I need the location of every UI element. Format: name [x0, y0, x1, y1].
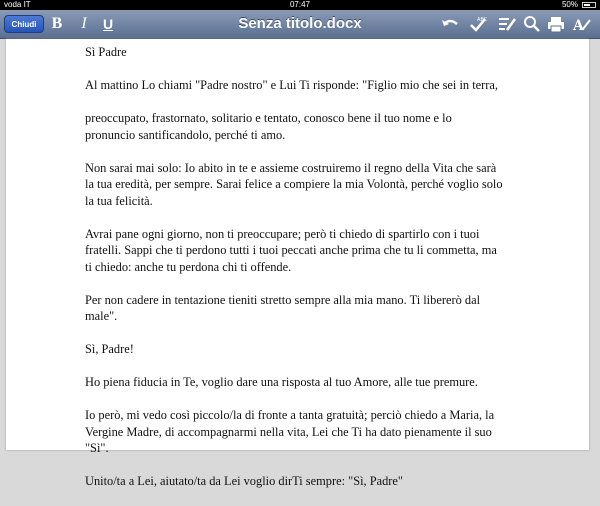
document-page[interactable]: [6, 39, 589, 488]
paragraph[interactable]: Sì Padre: [85, 45, 127, 59]
svg-text:ABC: ABC: [477, 17, 488, 23]
undo-icon[interactable]: [440, 15, 460, 33]
paragraph[interactable]: Per non cadere in tentazione tieniti stretto sempre alla mia mano. Ti libererò dal male".: [85, 292, 481, 323]
close-button[interactable]: Chiudi: [4, 15, 44, 33]
paragraph[interactable]: Avrai pane ogni giorno, non ti preoccupare; però ti chiedo di spartirlo con i tuoi fratelli. Sappi che ti perdono tutti i tuoi peccati anche prima che tu li commetta, ma ti chiedo: anche tu perdona chi ti offende.: [85, 226, 497, 274]
carrier-label: voda IT: [4, 0, 31, 9]
paragraph[interactable]: Non sarai mai solo: Io abito in te e assieme costruiremo il regno della Vita che sarà la tua eredità, per sempre. Sarai felice a compiere la mia Volontà, perché voglio solo la tua felicità.: [85, 160, 503, 208]
search-icon[interactable]: [522, 15, 542, 33]
paragraph[interactable]: Sì, Padre!: [85, 342, 134, 356]
document-title: Senza titolo.docx: [238, 15, 362, 32]
clock: 07:47: [289, 0, 311, 9]
font-style-icon[interactable]: [572, 15, 592, 33]
status-bar: [0, 0, 600, 10]
paragraph[interactable]: Ho piena fiducia in Te, voglio dare una risposta al tuo Amore, alle tue premure.: [85, 375, 478, 389]
paragraph[interactable]: preoccupato, frastornato, solitario e tentato, conosco bene il tuo nome e lo pronuncio santificandolo, perché ti amo.: [85, 111, 452, 142]
bold-button[interactable]: B: [51, 15, 63, 32]
battery-icon: [582, 2, 596, 8]
paragraph[interactable]: Io però, mi vedo così piccolo/la di fronte a tanta gratuità; perciò chiedo a Maria, la Vergine Madre, di accompagnarmi nella vita, Lei che Ti ha dato pienamente il suo "Sì".: [85, 408, 495, 455]
edit-list-icon[interactable]: [497, 15, 517, 33]
battery-percent: 50%: [561, 0, 578, 9]
spellcheck-icon[interactable]: [468, 15, 488, 33]
paragraph[interactable]: Unito/ta a Lei, aiutato/ta da Lei voglio dirTi sempre: "Sì, Padre": [85, 474, 403, 488]
svg-text:A: A: [573, 18, 584, 33]
document-body[interactable]: [85, 44, 505, 506]
paragraph[interactable]: Al mattino Lo chiami "Padre nostro" e Lui Ti risponde: "Figlio mio che sei in terra,: [85, 78, 498, 92]
toolbar: [0, 10, 600, 39]
print-icon[interactable]: [546, 15, 566, 33]
italic-button[interactable]: I: [81, 15, 87, 32]
underline-button[interactable]: U: [102, 16, 114, 32]
